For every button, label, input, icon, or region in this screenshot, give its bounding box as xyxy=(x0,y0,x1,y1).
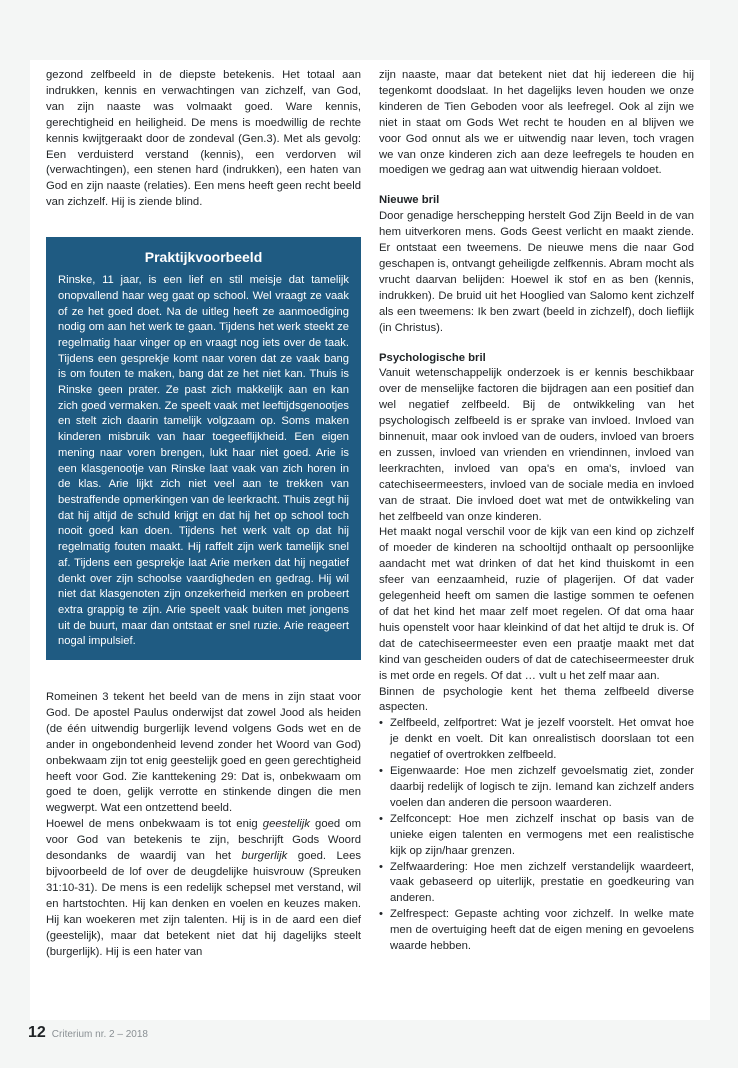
list-item xyxy=(379,716,694,764)
left-paragraph-3 xyxy=(46,817,361,960)
text-span: goed. Lees bijvoorbeeld de lof over de deugdelijke huisvrouw (Spreuken 31:10-31). De mens is een redelijk schepsel met verstand, wil en hartstochten. Hij kan denken en voelen en keuzes maken. Hij kan woekeren met zijn talenten. Hij is in de aard een dief (geestelijk), maar dat betekent niet dat hij dagelijks steelt (burgerlijk). Hij is een hater van xyxy=(46,850,362,958)
box-title: Praktijkvoorbeeld xyxy=(144,249,263,266)
right-paragraph-3: Vanuit wetenschappelijk onderzoek is er kennis beschikbaar over de menselijke factoren die bijdragen aan een positief dan wel negatief zelfbeeld. Bij de ontwikkeling van het psychologisch zelfbeeld is er sprake van invloed. Invloed van binnenuit, maar ook invloed van de ouders, invloed van broers en zussen, invloed van vrienden en vriendinnen, invloed van leerkrachten, invloed van opa's en oma's, invloed van catechiseermeesters, invloed van de sociale media en invloed van de straat. Die invloed doet wat met de ontwikkeling van het zelfbeeld van onze kinderen. xyxy=(379,367,694,523)
list-item xyxy=(379,860,694,908)
aspects-list xyxy=(379,716,694,955)
page-number: 12 xyxy=(28,1024,46,1041)
list-item-text: Zelfwaardering: Hoe men zichzelf verstandelijk waardeert, vaak gebaseerd op uiterlijk, prestatie en goedkeuring van anderen. xyxy=(390,860,694,905)
bullet-icon: • xyxy=(379,765,383,778)
left-paragraph-1: gezond zelfbeeld in de diepste betekenis. Het totaal aan indrukken, kennis en verwachtingen van zichzelf, van God, van zijn naaste was volmaakt goed. Ware kennis, gerechtigheid en heiligheid. De mens is moedwillig de rechte kennis kwijtgeraakt door de zondeval (Gen.3). Met als gevolg: Een verduisterd verstand (kennis), een verdorven wil (verwachtingen), een stenen hard (indrukken), een haten van God en zijn naaste (relaties). Een mens heeft geen recht beeld van zichzelf. Hij is ziende blind. xyxy=(46,69,361,209)
list-item-text: Zelfbeeld, zelfportret: Wat je jezelf voorstelt. Het omvat hoe je denkt en voelt. Dit kan onrealistisch doorslaan tot een negatief of overtrokken zelfbeeld. xyxy=(390,717,694,762)
heading-nieuwe-bril: Nieuwe bril xyxy=(379,194,440,207)
left-column xyxy=(46,68,361,960)
italic-burgerlijk: burgerlijk xyxy=(241,850,288,863)
left-paragraph-2: Romeinen 3 tekent het beeld van de mens in zijn staat voor God. De apostel Paulus onderwijst dat zowel Jood als heiden (de één uitwendig burgerlijk levend volgens Gods wet en de ander in ongebondenheid levend zonder het Woord van God) onbekwaam zijn tot enig geestelijk goed en geen gerechtigheid heeft voor God. Zie kanttekening 29: Dat is, onbekwaam om goed te doen, gelijk verrotte en stinkende dingen die men wegwerpt. Wat een ontzettend beeld. xyxy=(46,691,361,815)
right-paragraph-5: Binnen de psychologie kent het thema zelfbeeld diverse aspecten. xyxy=(379,685,694,714)
list-item xyxy=(379,764,694,812)
bullet-icon: • xyxy=(379,812,383,825)
right-paragraph-1: zijn naaste, maar dat betekent niet dat hij iedereen die hij tegenkomt doodslaat. In het dagelijks leven houden we onze kinderen de Tien Geboden voor als leefregel. Ook al zijn we niet in staat om Gods Wet recht te houden en al blijven we voor God onnut als we er uitwendig naar leven, toch vragen we van onze kinderen zich aan deze leefregels te houden en moedigen we gedrag aan wat uitwendig hieraan voldoet. xyxy=(379,69,694,177)
text-span: Hoewel de mens onbekwaam is tot enig xyxy=(46,818,263,831)
list-item xyxy=(379,907,694,955)
right-paragraph-2: Door genadige herschepping herstelt God Zijn Beeld in de van hem uitverkoren mens. Gods Geest verlicht en maakt ziende. Er ontstaat een tweemens. De nieuwe mens die naar God geschapen is, ontvangt geheiligde zelfkennis. Abram mocht als vrucht daarvan belijden: Hoewel ik stof en as ben (kennis, indrukken). De bruid uit het Hooglied van Salomo kent zichzelf als een tweemens: Ik ben zwart (beeld in zichzelf), doch lieflijk (in Christus). xyxy=(379,210,694,334)
right-column xyxy=(379,68,694,955)
list-item xyxy=(379,812,694,860)
heading-psychologische-bril: Psychologische bril xyxy=(379,351,486,364)
bullet-icon: • xyxy=(379,717,383,730)
issue-label: Criterium nr. 2 – 2018 xyxy=(51,1029,148,1040)
praktijkvoorbeeld-box xyxy=(46,237,361,660)
list-item-text: Zelfconcept: Hoe men zichzelf inschat op basis van de unieke eigen talenten en vermogens met een realistische kijk op zijn/haar grenzen. xyxy=(390,812,694,857)
bullet-icon: • xyxy=(379,860,383,873)
page-footer xyxy=(28,1024,148,1042)
right-paragraph-4: Het maakt nogal verschil voor de kijk van een kind op zichzelf of moeder de kinderen na schooltijd onthaalt op persoonlijke aandacht met wat drinken of dat het kind thuiskomt in een sfeer van eenzaamheid, ruzie of plagerijen. Of dat vader gelegenheid heeft om samen die lastige sommen te oefenen of dat het kind het maar zelf moet regelen. Of dat oma haar huis openstelt voor haar kleinkind of dat het altijd te druk is. Of dat de catechiseermeester even een praatje maakt met dat kind van gescheiden ouders of dat de catechiseermeester druk is met orde en regels. Of dat … vult u het zelf maar aan. xyxy=(379,526,694,682)
list-item-text: Eigenwaarde: Hoe men zichzelf gevoelsmatig ziet, zonder daarbij redelijk of logisch te zijn. Iemand kan zichzelf anders voelen dan anderen die persoon waarderen. xyxy=(390,765,694,809)
text-span: goed om voor God van betekenis te zijn, beschrijft Gods Woord desondanks de waardij van het xyxy=(46,818,361,863)
bullet-icon: • xyxy=(379,908,383,921)
italic-geestelijk: geestelijk xyxy=(262,818,310,831)
list-item-text: Zelfrespect: Gepaste achting voor zichzelf. In welke mate men de overtuiging heeft dat de eigen mening en gevoelens waarde hebben. xyxy=(390,908,694,953)
box-text: Rinske, 11 jaar, is een lief en stil meisje dat tamelijk onopvallend haar weg gaat op school. Wel vraagt ze vaak of ze het goed doet. Na de uitleg heeft ze aanmoediging nodig om aan het werk te gaan. Tijdens het werk steekt ze regelmatig haar vinger op en vraagt nog iets over de taak. Tijdens een gesprekje komt naar voren dat ze vaak bang is om fouten te maken, bang dat ze het niet kan. Thuis is Rinske geen prater. Ze past zich makkelijk aan en kan zich goed vermaken. Ze speelt vaak met leeftijdsgenootjes en stelt zich daarin tamelijk volgzaam op. Soms maken kinderen misbruik van haar toegeeflijkheid. Een eigen mening naar voren brengen, lukt haar niet goed. Arie is een klasgenootje van Rinske laat vaak van zich horen in de klas. Arie lijkt zich niet veel aan te trekken van bestraffende opmerkingen van de leerkracht. Thuis zegt hij dat hij altijd de schuld krijgt en dat hij het op school toch nooit goed kan doen. Tijdens het werk valt op dat hij regelmatig fouten maakt. Hij raffelt zijn werk tamelijk snel af. Tijdens een gesprekje laat Arie merken dat hij negatief denkt over zijn schoolse vaardigheden en gedrag. Hij wil niet dat klasgenoten zijn onzekerheid merken en probeert extra grappig te zijn. Arie speelt vaak buiten met jongens uit de buurt, maar dan ontstaat er snel ruzie. Arie reageert nogal impulsief. xyxy=(58,274,349,648)
